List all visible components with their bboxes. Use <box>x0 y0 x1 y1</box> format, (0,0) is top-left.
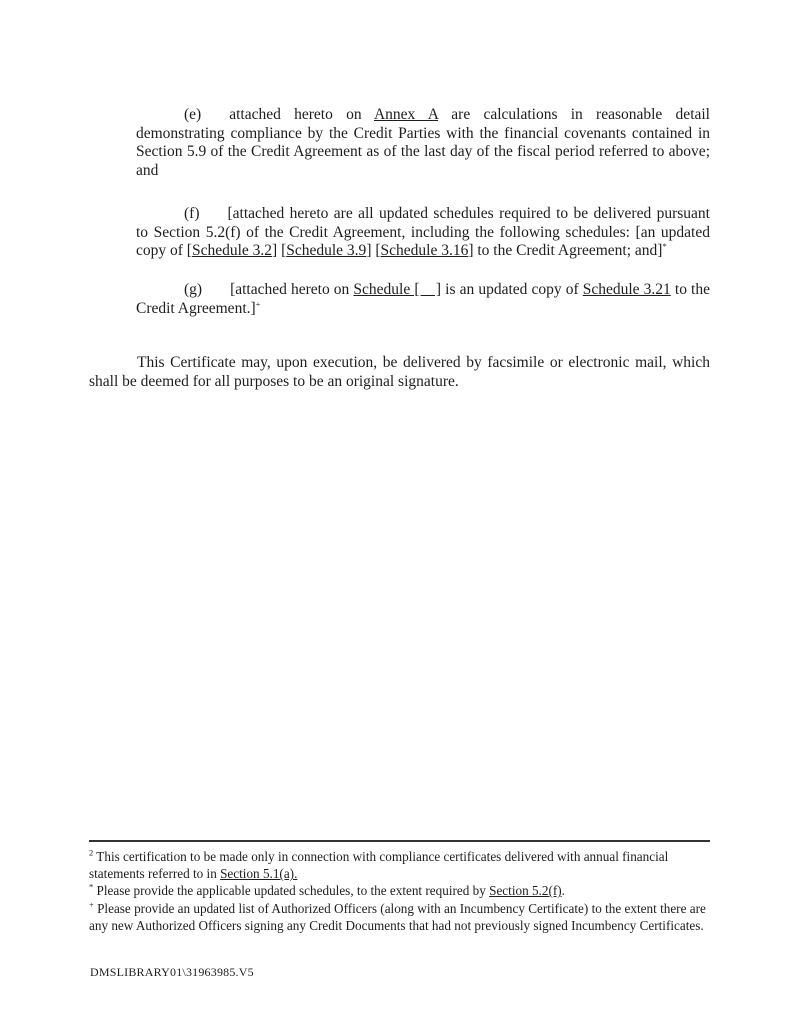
closing-paragraph-text: This Certificate may, upon execution, be delivered by facsimile or electronic mail, which shall be deemed for all purposes to be an original signature. <box>89 354 710 391</box>
footnote-3 <box>89 900 710 934</box>
paragraph-f-label: (f) <box>184 204 200 222</box>
footnote-2 <box>89 882 710 899</box>
paragraph-g <box>136 281 710 318</box>
ref-annex-a: Annex A <box>373 106 439 123</box>
paragraph-g-text-3: to the Credit Agreement.] <box>136 280 710 317</box>
paragraph-f-text-2: ] [ <box>272 242 287 260</box>
footnote-ref-asterisk: * <box>662 241 667 252</box>
ref-schedule-blank: Schedule [ ] <box>353 280 442 298</box>
footnote-3-marker: + <box>89 899 94 910</box>
paragraph-f <box>136 205 710 261</box>
ref-schedule-3-2: Schedule 3.2 <box>191 242 273 260</box>
ref-schedule-3-9: Schedule 3.9 <box>286 242 367 260</box>
document-id-footer: DMSLIBRARY01\31963985.V5 <box>90 965 254 979</box>
paragraph-f-text-3: ] [ <box>366 242 381 260</box>
paragraph-g-text-1: [attached hereto on <box>230 280 354 298</box>
paragraph-f-text-4: ] to the Credit Agreement; and] <box>468 242 663 260</box>
footnote-1-text-1: This certification to be made only in connection with compliance certificates delivered with annual financial statements referred to in <box>89 849 669 882</box>
closing-paragraph <box>89 354 710 391</box>
footnote-ref-plus: + <box>255 298 261 309</box>
footnote-2-text-1: Please provide the applicable updated schedules, to the extent required by <box>93 883 490 899</box>
paragraph-f-text-1: [attached hereto are all updated schedules required to be delivered pursuant to Section 5.2(f) of the Credit Agreement, including the following schedules: [an updated copy of [ <box>136 204 710 260</box>
footnote-1-marker: 2 <box>89 847 94 858</box>
footnotes-section <box>89 840 710 934</box>
footnote-3-text-1: Please provide an updated list of Authorized Officers (along with an Incumbency Certificate) to the extent there are any new Authorized Officers signing any Credit Documents that had not previously signed Incumbency Certificates. <box>89 900 706 933</box>
footnote-1 <box>89 848 710 882</box>
paragraph-e-text-2: are calculations in reasonable detail demonstrating compliance by the Credit Parties with the financial covenants contained in Section 5.9 of the Credit Agreement as of the last day of the fiscal period referred to above; and <box>136 106 710 180</box>
paragraph-e-text-1: attached hereto on <box>229 106 374 123</box>
ref-schedule-3-16: Schedule 3.16 <box>380 242 469 260</box>
ref-schedule-3-21: Schedule 3.21 <box>582 280 671 298</box>
footnote-2-text-2: . <box>561 883 565 899</box>
paragraph-g-label: (g) <box>184 280 203 298</box>
document-body <box>89 106 710 392</box>
footnote-2-marker: * <box>89 882 94 893</box>
ref-section-5-2-f: Section 5.2(f) <box>489 883 562 899</box>
ref-section-5-1-a: Section 5.1(a). <box>220 866 298 882</box>
paragraph-g-text-2: is an updated copy of <box>441 280 583 298</box>
paragraph-e-label: (e) <box>184 106 202 123</box>
paragraph-e <box>136 106 710 181</box>
